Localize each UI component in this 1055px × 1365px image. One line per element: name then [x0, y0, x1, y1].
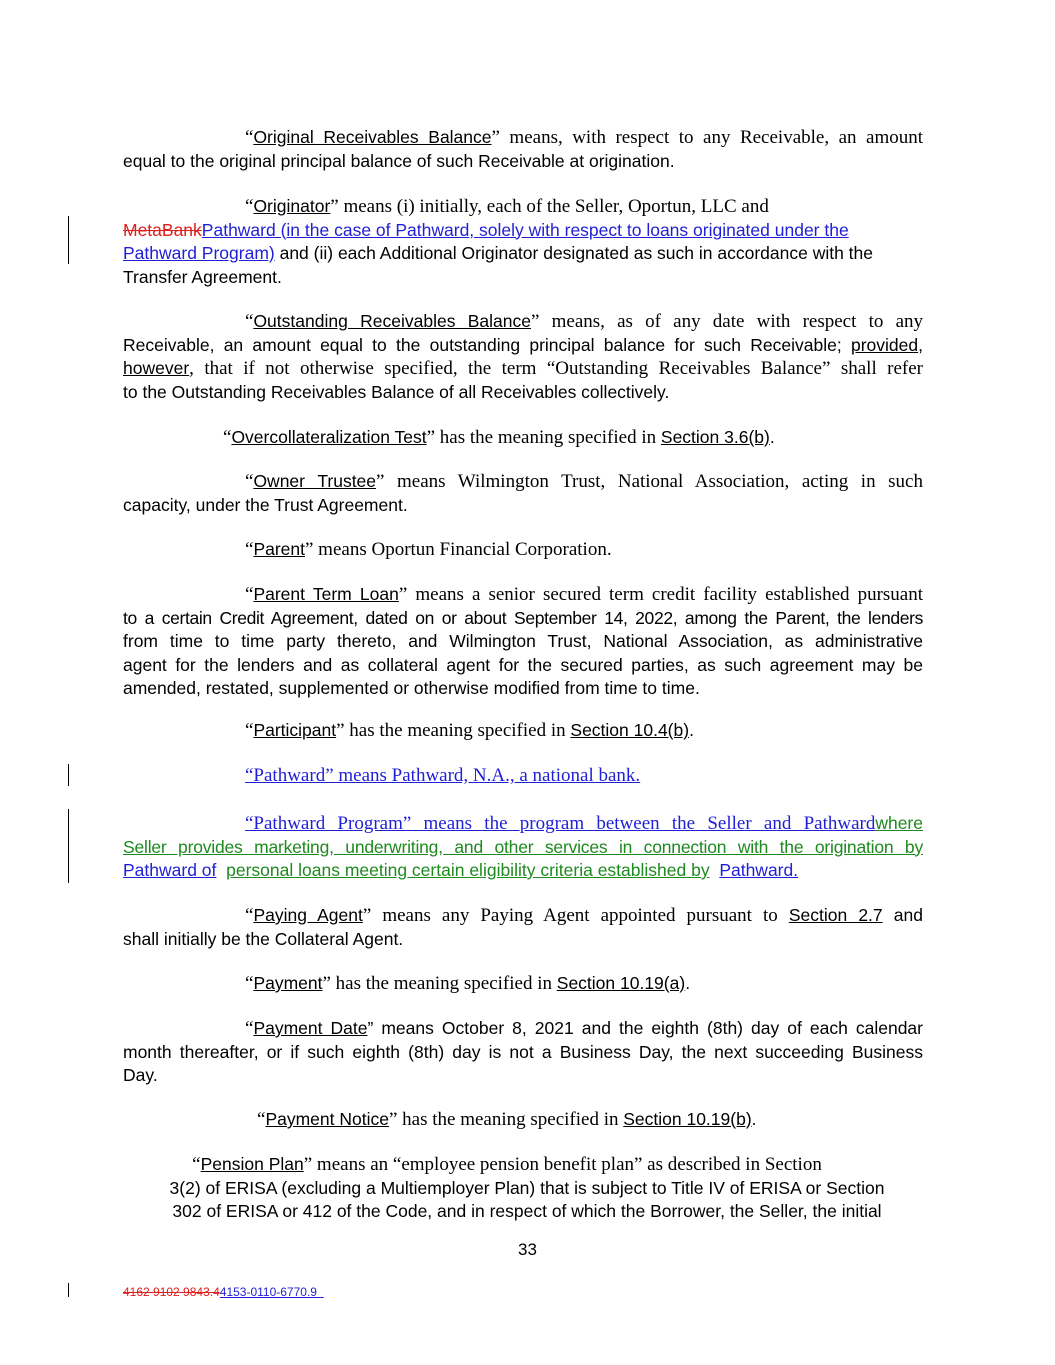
inserted-text: Pathward of — [123, 860, 217, 880]
inserted-text: Pathward. — [719, 860, 799, 880]
definition-payment-notice: “Payment Notice” has the meaning specified in Section 10.19(b). — [257, 1109, 757, 1130]
definition-pension-plan: “Pension Plan” means an “employee pension benefit plan” as described in Section 3(2) of ERISA (excluding a Multiemployer Plan) that is subject to Title IV of ERISA or Section 302 of ERISA or 412 of the Code, and in respect of which the Borrower, the Seller, the initial — [169, 1154, 885, 1221]
section-reference: Section 3.6(b) — [660, 427, 770, 447]
defined-term: Payment Date — [253, 1018, 368, 1038]
definition-parent-term-loan: “Parent Term Loan” means a senior secured term credit facility established pursuant to a certain Credit Agreement, dated on or about September 14, 2022, among the Parent, the lenders from time to time party thereto, and Wilmington Trust, National Association, as administrative agent for the lenders and as collateral agent for the secured parties, as such agreement may be amended, restated, supplemented or otherwise modified from time to time. — [123, 584, 924, 698]
defined-term: Parent Term Loan — [253, 584, 399, 604]
defined-term: Pension Plan — [200, 1154, 304, 1174]
definition-parent: “Parent” means Oportun Financial Corporation. — [245, 539, 612, 560]
defined-term: Payment Notice — [265, 1109, 389, 1129]
deleted-text: MetaBank — [123, 219, 202, 240]
page-number: 33 — [518, 1240, 537, 1259]
inserted-text: 4153-0110-6770.9 — [219, 1285, 317, 1299]
section-reference: Section 10.19(a) — [556, 973, 686, 993]
section-reference: Section 10.4(b) — [570, 720, 690, 740]
defined-term: Parent — [253, 539, 305, 559]
change-bar — [68, 764, 69, 786]
section-reference: Section 2.7 — [788, 905, 883, 925]
definition-payment: “Payment” has the meaning specified in Section 10.19(a). — [245, 973, 691, 994]
defined-term: Owner Trustee — [253, 471, 377, 491]
definition-outstanding-receivables-balance: “Outstanding Receivables Balance” means, as of any date with respect to any Receivable, an amount equal to the outstanding principal balance for such Receivable; provided, however, that if not otherwise specified, the term “Outstanding Receivables Balance” shall refer to the Outstanding Receivables Balance of all Receivables collectively. — [123, 311, 923, 402]
defined-term: Originator — [253, 196, 331, 216]
defined-term: Payment — [253, 973, 323, 993]
inserted-text: Pathward Program) — [123, 243, 275, 263]
change-bar — [68, 1283, 69, 1297]
moved-text: where — [875, 813, 923, 833]
definition-payment-date: “Payment Date” means October 8, 2021 and the eighth (8th) day of each calendar month thereafter, or if such eighth (8th) day is not a Business Day, the next succeeding Business Day. — [123, 1018, 923, 1085]
definition-pathward-inserted — [123, 764, 923, 788]
defined-term: Participant — [253, 720, 337, 740]
inserted-text: “Pathward” means Pathward, N.A., a national bank. — [245, 765, 641, 786]
change-bar — [68, 809, 69, 883]
definition-original-receivables-balance: “Original Receivables Balance” means, with respect to any Receivable, an amount equal to the original principal balance of such Receivable at origination. — [123, 127, 923, 171]
moved-text: personal loans meeting certain eligibility criteria established by — [226, 860, 710, 880]
definition-paying-agent: “Paying Agent” means any Paying Agent appointed pursuant to Section 2.7 and shall initially be the Collateral Agent. — [123, 905, 923, 949]
inserted-text: “Pathward Program” means the program between the Seller and Pathward — [245, 813, 876, 834]
defined-term: Overcollateralization Test — [231, 427, 427, 447]
definition-overcollateralization-test: “Overcollateralization Test” has the meaning specified in Section 3.6(b). — [223, 427, 775, 448]
deleted-text: 4162 9102 9843.4 — [123, 1285, 220, 1299]
inserted-text: Pathward (in the case of Pathward, solely with respect to loans originated under the — [201, 219, 849, 240]
defined-term: Original Receivables Balance — [253, 127, 492, 147]
defined-term: Paying Agent — [253, 905, 363, 925]
definition-participant: “Participant” has the meaning specified in Section 10.4(b). — [245, 720, 694, 741]
defined-term: Outstanding Receivables Balance — [253, 311, 531, 331]
moved-text: Seller provides marketing, underwriting, and other services in connection with the origination by — [123, 836, 923, 857]
change-bar — [68, 216, 69, 264]
definition-owner-trustee: “Owner Trustee” means Wilmington Trust, National Association, acting in such capacity, under the Trust Agreement. — [123, 471, 923, 515]
definition-originator: “Originator” means (i) initially, each of the Seller, Oportun, LLC and MetaBankPathward (in the case of Pathward, solely with respect to loans originated under the Pathward Program) and (ii) each Additional Originator designated as such in accordance with the Transfer Agreement. — [123, 196, 874, 287]
section-reference: Section 10.19(b) — [623, 1109, 752, 1129]
document-id — [123, 1285, 324, 1299]
definition-pathward-program-inserted — [123, 812, 923, 883]
